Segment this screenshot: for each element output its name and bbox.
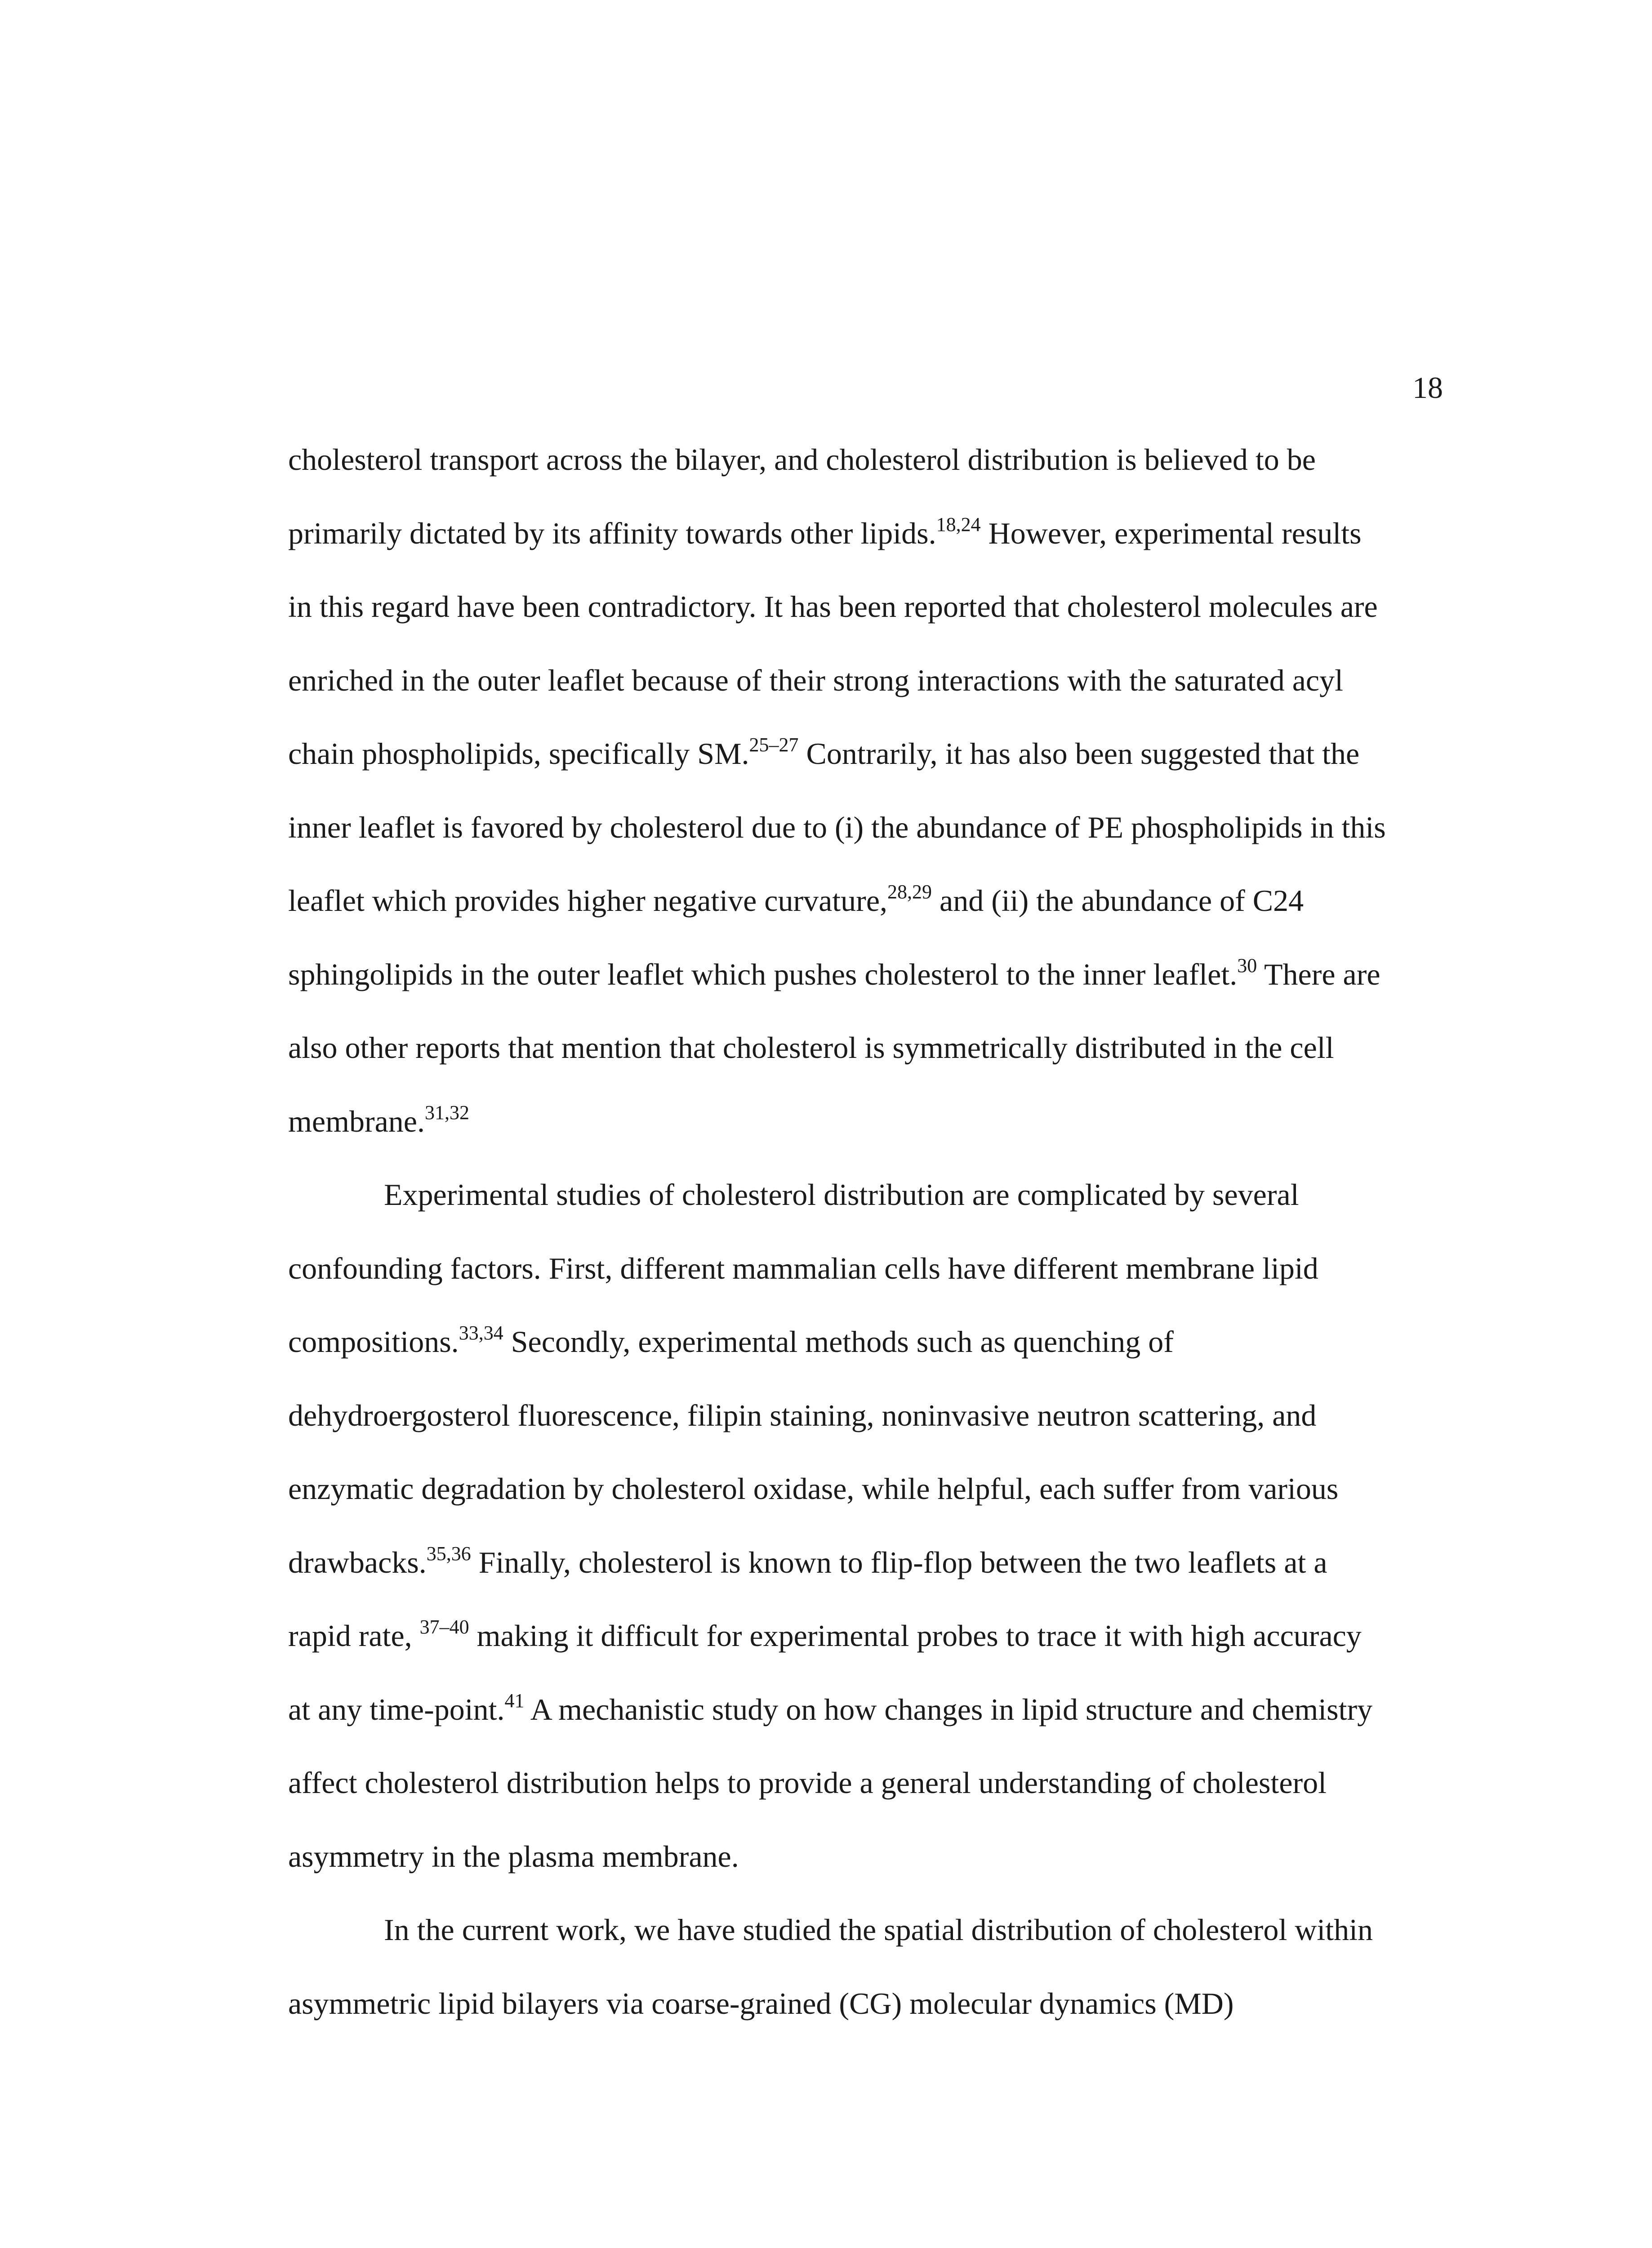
text-line bbox=[288, 1324, 1174, 1360]
text-segment: rapid rate, bbox=[288, 1619, 420, 1653]
text-segment: and (ii) the abundance of C24 bbox=[932, 883, 1304, 918]
text-segment: also other reports that mention that cholesterol is symmetrically distributed in the cell bbox=[288, 1030, 1334, 1065]
text-line bbox=[288, 883, 1304, 919]
citation-superscript: 33,34 bbox=[459, 1322, 503, 1344]
citation-superscript: 18,24 bbox=[936, 513, 981, 535]
text-line bbox=[288, 1471, 1338, 1507]
text-line bbox=[288, 736, 1359, 772]
text-line bbox=[288, 1103, 469, 1139]
text-segment: asymmetric lipid bilayers via coarse-grained (CG) molecular dynamics (MD) bbox=[288, 1986, 1234, 2021]
text-line bbox=[384, 1912, 1373, 1948]
text-segment: However, experimental results bbox=[980, 516, 1362, 550]
text-segment: Secondly, experimental methods such as quenching of bbox=[503, 1325, 1174, 1359]
text-line bbox=[288, 589, 1378, 624]
text-segment: cholesterol transport across the bilayer, and cholesterol distribution is believed to be bbox=[288, 442, 1316, 477]
citation-superscript: 30 bbox=[1237, 955, 1257, 977]
citation-superscript: 28,29 bbox=[887, 881, 932, 903]
text-segment: There are bbox=[1257, 957, 1380, 991]
text-segment: enriched in the outer leaflet because of their strong interactions with the saturated acyl bbox=[288, 663, 1343, 697]
text-line bbox=[288, 442, 1316, 477]
text-line bbox=[288, 956, 1380, 992]
text-line bbox=[288, 1397, 1316, 1433]
text-segment: affect cholesterol distribution helps to provide a general understanding of cholesterol bbox=[288, 1766, 1327, 1800]
text-line bbox=[288, 1838, 739, 1874]
text-segment: chain phospholipids, specifically SM. bbox=[288, 736, 749, 771]
text-segment: primarily dictated by its affinity towards other lipids. bbox=[288, 516, 936, 550]
text-line bbox=[288, 1544, 1327, 1580]
citation-superscript: 31,32 bbox=[424, 1102, 469, 1124]
text-segment: Contrarily, it has also been suggested that the bbox=[798, 736, 1360, 771]
text-segment: compositions. bbox=[288, 1325, 459, 1359]
text-line bbox=[288, 515, 1362, 551]
text-segment: Experimental studies of cholesterol distribution are complicated by several bbox=[384, 1178, 1299, 1212]
page-number: 18 bbox=[1412, 370, 1443, 405]
text-segment: enzymatic degradation by cholesterol oxidase, while helpful, each suffer from various bbox=[288, 1472, 1339, 1506]
text-line bbox=[288, 1030, 1334, 1066]
text-segment: making it difficult for experimental probes to trace it with high accuracy bbox=[469, 1619, 1362, 1653]
text-line bbox=[288, 1765, 1327, 1801]
text-segment: at any time-point. bbox=[288, 1692, 505, 1726]
text-line bbox=[288, 662, 1343, 698]
text-segment: confounding factors. First, different mammalian cells have different membrane lipid bbox=[288, 1251, 1318, 1285]
text-segment: inner leaflet is favored by cholesterol due to (i) the abundance of PE phospholipids in this bbox=[288, 810, 1386, 844]
text-segment: sphingolipids in the outer leaflet which pushes cholesterol to the inner leaflet. bbox=[288, 957, 1238, 991]
text-segment: in this regard have been contradictory. It has been reported that cholesterol molecules are bbox=[288, 589, 1378, 624]
text-segment: Finally, cholesterol is known to flip-flop between the two leaflets at a bbox=[471, 1545, 1327, 1579]
text-line bbox=[288, 1985, 1234, 2021]
text-line bbox=[384, 1177, 1299, 1213]
text-line bbox=[288, 809, 1386, 845]
citation-superscript: 37–40 bbox=[419, 1616, 469, 1638]
text-segment: drawbacks. bbox=[288, 1545, 427, 1579]
text-segment: In the current work, we have studied the spatial distribution of cholesterol within bbox=[384, 1913, 1373, 1947]
text-line bbox=[288, 1250, 1318, 1286]
citation-superscript: 35,36 bbox=[426, 1543, 471, 1565]
citation-superscript: 25–27 bbox=[749, 734, 799, 756]
text-segment: asymmetry in the plasma membrane. bbox=[288, 1839, 739, 1873]
citation-superscript: 41 bbox=[504, 1690, 525, 1712]
text-segment: dehydroergosterol fluorescence, filipin staining, noninvasive neutron scattering, and bbox=[288, 1398, 1317, 1432]
text-segment: A mechanistic study on how changes in lipid structure and chemistry bbox=[524, 1692, 1373, 1726]
text-line bbox=[288, 1618, 1362, 1654]
text-segment: membrane. bbox=[288, 1104, 425, 1138]
text-line bbox=[288, 1691, 1372, 1727]
text-segment: leaflet which provides higher negative curvature, bbox=[288, 883, 888, 918]
